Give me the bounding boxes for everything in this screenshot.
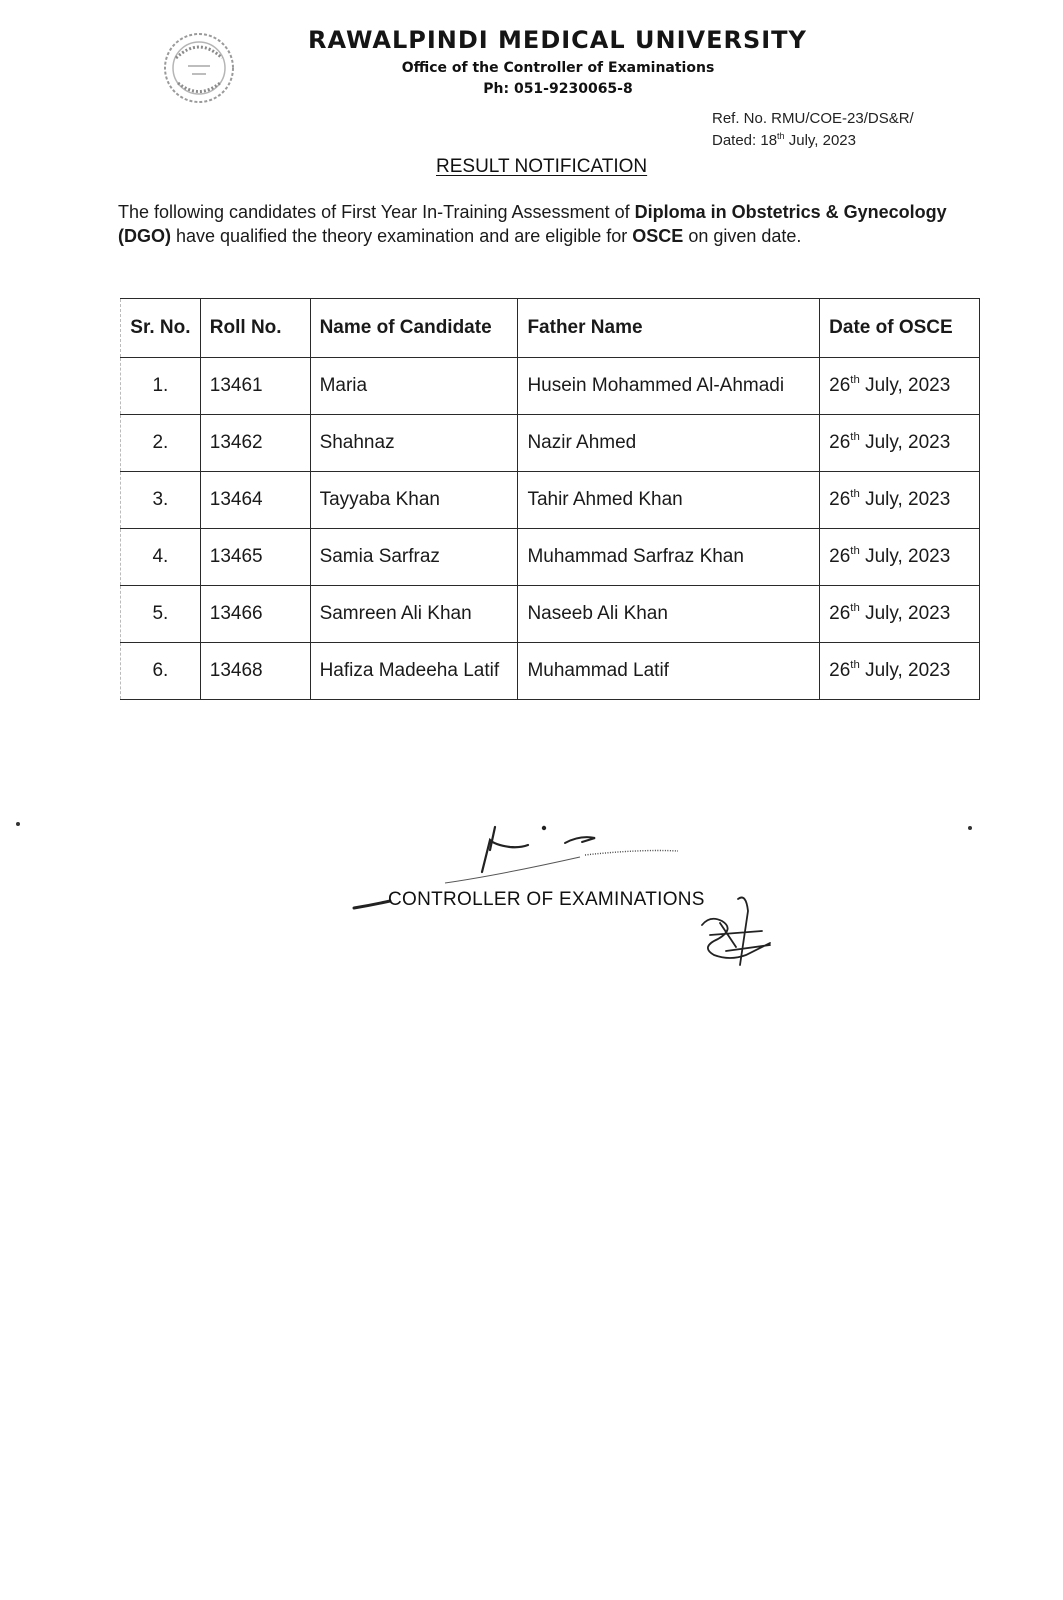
cell-sr-no: 2. (121, 415, 201, 472)
table-row (121, 529, 980, 586)
table-header-row (121, 299, 980, 358)
cell-sr-no: 6. (121, 643, 201, 700)
cell-osce-date: 26th July, 2023 (820, 415, 980, 472)
cell-roll-no: 13462 (200, 415, 310, 472)
results-table (120, 298, 980, 700)
scan-speck (968, 826, 972, 830)
cell-sr-no: 1. (121, 358, 201, 415)
header-father-name: Father Name (518, 299, 820, 358)
header-sr-no: Sr. No. (121, 299, 201, 358)
cell-roll-no: 13464 (200, 472, 310, 529)
cell-sr-no: 3. (121, 472, 201, 529)
signatory-designation: CONTROLLER OF EXAMINATIONS (388, 889, 705, 910)
intro-paragraph: The following candidates of First Year In-Training Assessment of Diploma in Obstetrics & Gynecology (DGO) have qualified the theory examination and are eligible for OSCE on given date. (118, 202, 947, 246)
cell-osce-date: 26th July, 2023 (820, 472, 980, 529)
table-row (121, 643, 980, 700)
cell-father-name: Husein Mohammed Al-Ahmadi (518, 358, 820, 415)
cell-sr-no: 5. (121, 586, 201, 643)
table-row (121, 586, 980, 643)
cell-sr-no: 4. (121, 529, 201, 586)
cell-father-name: Tahir Ahmed Khan (518, 472, 820, 529)
cell-osce-date: 26th July, 2023 (820, 643, 980, 700)
cell-candidate-name: Samreen Ali Khan (310, 586, 518, 643)
cell-roll-no: 13465 (200, 529, 310, 586)
header-candidate-name: Name of Candidate (310, 299, 518, 358)
cell-candidate-name: Tayyaba Khan (310, 472, 518, 529)
cell-candidate-name: Shahnaz (310, 415, 518, 472)
office-phone: Ph: 051-9230065-8 (483, 81, 633, 97)
cell-roll-no: 13468 (200, 643, 310, 700)
cell-father-name: Muhammad Latif (518, 643, 820, 700)
scan-speck (16, 822, 20, 826)
notice-title: RESULT NOTIFICATION (436, 156, 648, 177)
table-row (121, 472, 980, 529)
cell-father-name: Muhammad Sarfraz Khan (518, 529, 820, 586)
header-osce-date: Date of OSCE (820, 299, 980, 358)
cell-osce-date: 26th July, 2023 (820, 529, 980, 586)
cell-roll-no: 13466 (200, 586, 310, 643)
cell-candidate-name: Samia Sarfraz (310, 529, 518, 586)
office-name: Office of the Controller of Examinations (401, 60, 715, 76)
table-row (121, 415, 980, 472)
header-roll-no: Roll No. (200, 299, 310, 358)
cell-roll-no: 13461 (200, 358, 310, 415)
issue-date: Dated: 18th July, 2023 (712, 130, 856, 149)
cell-osce-date: 26th July, 2023 (820, 586, 980, 643)
cell-father-name: Naseeb Ali Khan (518, 586, 820, 643)
table-row (121, 358, 980, 415)
university-seal-icon (158, 28, 240, 108)
reference-number: Ref. No. RMU/COE-23/DS&R/ (712, 110, 914, 127)
cell-osce-date: 26th July, 2023 (820, 358, 980, 415)
cell-candidate-name: Maria (310, 358, 518, 415)
university-name: RAWALPINDI MEDICAL UNIVERSITY (308, 26, 807, 54)
cell-father-name: Nazir Ahmed (518, 415, 820, 472)
cell-candidate-name: Hafiza Madeeha Latif (310, 643, 518, 700)
